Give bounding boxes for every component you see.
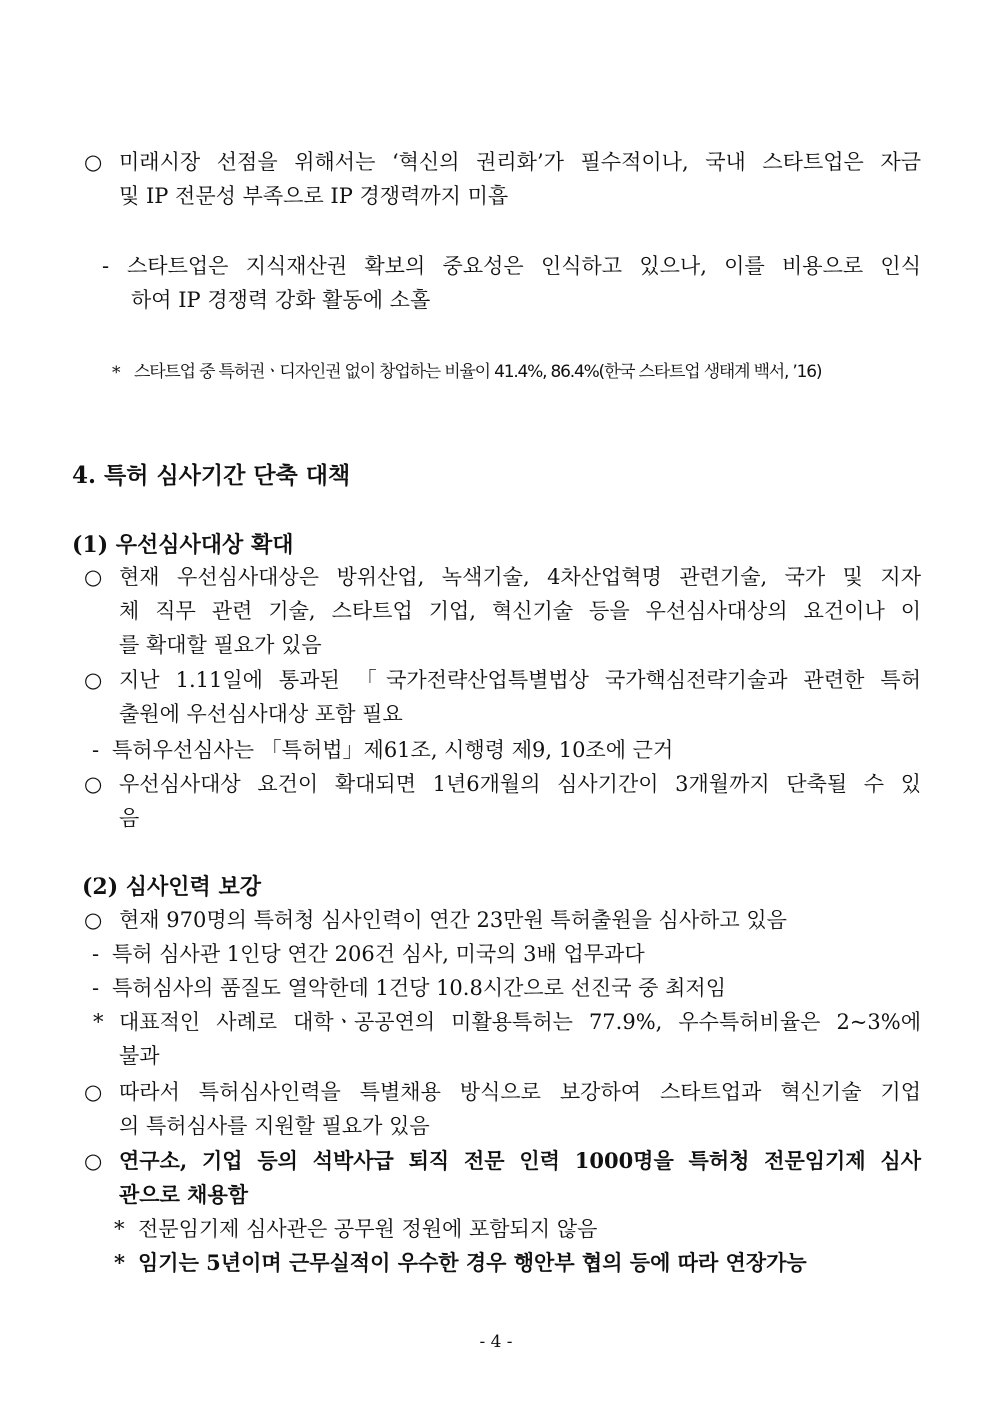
text-line: 특허우선심사는 「특허법」제61조, 시행령 제9, 10조에 근거: [112, 738, 674, 762]
text-line: 하여 IP 경쟁력 강화 활동에 소홀: [131, 288, 431, 312]
list-item: [112, 733, 912, 767]
text-line: 체 직무 관련 기술, 스타트업 기업, 혁신기술 등을 우선심사대상의 요건이나 이: [119, 599, 921, 623]
text-line: 지난 1.11일에 통과된 「국가전략산업특별법상 국가핵심전략기술과 관련한 특허: [119, 668, 921, 692]
bullet-asterisk: *: [114, 1217, 125, 1241]
text-line: 음: [119, 806, 140, 830]
text-line: 현재 970명의 특허청 심사인력이 연간 23만원 특허출원을 심사하고 있음: [119, 908, 787, 932]
bullet-asterisk: *: [93, 1010, 104, 1034]
bullet-dash: -: [92, 942, 100, 966]
text-line: 대표적인 사례로 대학ㆍ공공연의 미활용특허는 77.9%, 우수특허비율은 2~3%에: [119, 1010, 921, 1034]
text-line: 스타트업은 지식재산권 확보의 중요성은 인식하고 있으나, 이를 비용으로 인식: [127, 254, 921, 278]
text-line: 따라서 특허심사인력을 특별채용 방식으로 보강하여 스타트업과 혁신기술 기업: [119, 1080, 921, 1104]
text-line: 전문임기제 심사관은 공무원 정원에 포함되지 않음: [138, 1217, 598, 1241]
bullet-asterisk: *: [112, 363, 121, 383]
bullet-circle: ○: [84, 150, 103, 174]
text-line: 우선심사대상 요건이 확대되면 1년6개월의 심사기간이 3개월까지 단축될 수 있: [119, 772, 921, 796]
text-line: 특허 심사관 1인당 연간 206건 심사, 미국의 3배 업무과다: [112, 942, 645, 966]
text-line: 출원에 우선심사대상 포함 필요: [119, 702, 403, 726]
text-line: 현재 우선심사대상은 방위산업, 녹색기술, 4차산업혁명 관련기술, 국가 및 지자: [119, 565, 921, 589]
bullet-circle: ○: [84, 908, 103, 932]
text-line: 의 특허심사를 지원할 필요가 있음: [119, 1114, 430, 1138]
subsection-heading-1: (1) 우선심사대상 확대: [72, 532, 294, 558]
list-item: [112, 937, 912, 971]
list-item: [112, 971, 912, 1005]
text-line: 및 IP 전문성 부족으로 IP 경쟁력까지 미흡: [119, 184, 509, 208]
bullet-circle: ○: [84, 1080, 103, 1104]
text-line: 연구소, 기업 등의 석박사급 퇴직 전문 인력 1000명을 특허청 전문임기제 심사: [119, 1148, 921, 1173]
text-line: 불과: [119, 1044, 160, 1068]
intro-note: [134, 355, 894, 389]
list-item: [119, 903, 921, 937]
subsection-heading-2: (2) 심사인력 보강: [82, 874, 261, 900]
bullet-dash: -: [92, 738, 100, 762]
list-item: [119, 560, 921, 662]
bullet-circle: ○: [84, 565, 103, 589]
text-line: 미래시장 선점을 위해서는 ‘혁신의 권리화’가 필수적이나, 국내 스타트업은 자금: [119, 150, 921, 174]
text-line: 관으로 채용함: [119, 1182, 249, 1207]
bullet-dash: -: [92, 976, 100, 1000]
bullet-circle: ○: [84, 772, 103, 796]
list-item-emphasis: [119, 1144, 921, 1212]
list-item: [119, 663, 921, 731]
text-line: 를 확대할 필요가 있음: [119, 633, 322, 657]
page-number: - 4 -: [479, 1332, 513, 1352]
text-line: 임기는 5년이며 근무실적이 우수한 경우 행안부 협의 등에 따라 연장가능: [138, 1250, 807, 1275]
list-item: [138, 1212, 918, 1246]
bullet-circle: ○: [84, 668, 103, 692]
text-line: 특허심사의 품질도 열악한데 1건당 10.8시간으로 선진국 중 최저임: [112, 976, 726, 1000]
intro-paragraph-1: [119, 145, 921, 213]
bullet-dash: -: [102, 254, 110, 278]
bullet-asterisk: *: [114, 1250, 125, 1275]
list-item: [119, 767, 921, 835]
list-item: [119, 1075, 921, 1143]
note-text: 스타트업 중 특허권ㆍ디자인권 없이 창업하는 비율이 41.4%, 86.4%(한국 스타트업 생태계 백서, ’16): [134, 362, 822, 382]
list-item-emphasis: [138, 1246, 918, 1280]
bullet-circle: ○: [84, 1148, 103, 1173]
list-item: [119, 1005, 921, 1073]
section-heading: 4. 특허 심사기간 단축 대책: [72, 462, 351, 489]
intro-paragraph-2: [127, 249, 921, 317]
